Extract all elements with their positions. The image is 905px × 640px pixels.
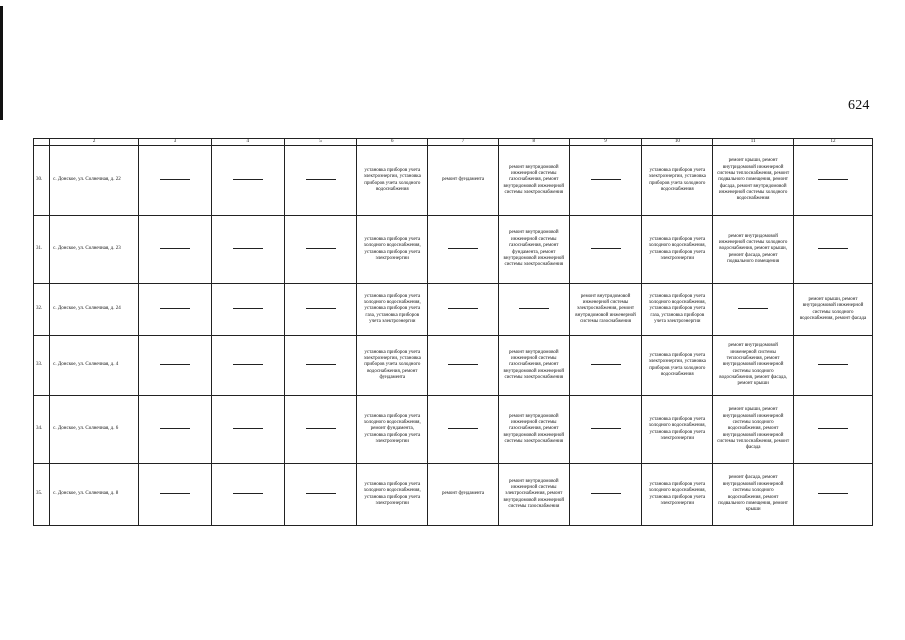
empty-dash-cell — [139, 146, 212, 216]
column-number: 5 — [284, 139, 357, 146]
dash-line — [818, 248, 848, 249]
dash-line — [591, 428, 621, 429]
dash-line — [160, 428, 190, 429]
table-row — [34, 146, 873, 216]
row-number: 35. — [34, 464, 50, 526]
dash-line — [591, 364, 621, 365]
work-cell-c7: ремонт фундамента — [428, 146, 499, 216]
work-cell-c10: установка приборов учета холодного водоснабжения, установка приборов учета электроэнергии — [642, 464, 713, 526]
work-cell-c10: установка приборов учета холодного водоснабжения, установка приборов учета электроэнергии — [642, 216, 713, 284]
dash-line — [306, 179, 336, 180]
column-number: 11 — [713, 139, 794, 146]
scan-edge-mark — [0, 6, 3, 120]
dash-line — [233, 428, 263, 429]
empty-dash-cell — [428, 336, 499, 396]
work-cell-c11: ремонт внутридомовой инженерной системы холодного водоснабжения, ремонт крыши, ремонт фасада, ремонт подвального помещения — [713, 216, 794, 284]
address-cell: с. Донское, ул. Солнечная, д. 8 — [50, 464, 139, 526]
dash-line — [306, 308, 336, 309]
column-number: 7 — [428, 139, 499, 146]
empty-dash-cell — [284, 464, 357, 526]
dash-line — [233, 308, 263, 309]
table-row — [34, 216, 873, 284]
work-cell-c10: установка приборов учета электроэнергии, установка приборов учета холодного водоснабжения — [642, 146, 713, 216]
column-number: 12 — [794, 139, 873, 146]
column-number: 3 — [139, 139, 212, 146]
empty-dash-cell — [211, 336, 284, 396]
dash-line — [738, 308, 768, 309]
dash-line — [160, 248, 190, 249]
empty-dash-cell — [211, 396, 284, 464]
column-number — [34, 139, 50, 146]
table-row — [34, 396, 873, 464]
work-cell-c8: ремонт внутридомовой инженерной системы электроснабжения, ремонт внутридомовой инженерной системы газоснабжения — [498, 464, 569, 526]
dash-line — [233, 179, 263, 180]
table-row — [34, 464, 873, 526]
row-number: 31. — [34, 216, 50, 284]
empty-dash-cell — [428, 396, 499, 464]
dash-line — [818, 179, 848, 180]
work-cell-c8: ремонт внутридомовой инженерной системы газоснабжения, ремонт внутридомовой инженерной системы электроснабжения — [498, 146, 569, 216]
dash-line — [306, 248, 336, 249]
column-number-row — [34, 139, 873, 146]
dash-line — [233, 364, 263, 365]
work-cell-c6: установка приборов учета холодного водоснабжения, установка приборов учета газа, установка приборов учета электроэнергии — [357, 284, 428, 336]
work-cell-c8: ремонт внутридомовой инженерной системы газоснабжения, ремонт фундамента, ремонт внутридомовой инженерной системы электроснабжения — [498, 216, 569, 284]
row-number: 30. — [34, 146, 50, 216]
work-cell-c8: ремонт внутридомовой инженерной системы газоснабжения, ремонт внутридомовой инженерной системы электроснабжения — [498, 336, 569, 396]
address-cell: с. Донское, ул. Солнечная, д. 22 — [50, 146, 139, 216]
dash-line — [448, 308, 478, 309]
dash-line — [448, 428, 478, 429]
column-number: 10 — [642, 139, 713, 146]
empty-dash-cell — [569, 464, 642, 526]
empty-dash-cell — [498, 284, 569, 336]
column-number: 4 — [211, 139, 284, 146]
empty-dash-cell — [284, 396, 357, 464]
work-cell-c12: ремонт крыши, ремонт внутридомовой инженерной системы холодного водоснабжения, ремонт фасада — [794, 284, 873, 336]
column-number: 9 — [569, 139, 642, 146]
empty-dash-cell — [794, 336, 873, 396]
empty-dash-cell — [794, 464, 873, 526]
row-number: 33. — [34, 336, 50, 396]
dash-line — [519, 308, 549, 309]
empty-dash-cell — [284, 284, 357, 336]
column-number: 8 — [498, 139, 569, 146]
dash-line — [160, 364, 190, 365]
work-cell-c6: установка приборов учета холодного водоснабжения, установка приборов учета электроэнергии — [357, 464, 428, 526]
address-cell: с. Донское, ул. Солнечная, д. 23 — [50, 216, 139, 284]
table-row — [34, 336, 873, 396]
dash-line — [306, 428, 336, 429]
dash-line — [306, 364, 336, 365]
dash-line — [591, 493, 621, 494]
page-number: 624 — [848, 98, 870, 113]
row-number: 34. — [34, 396, 50, 464]
work-cell-c8: ремонт внутридомовой инженерной системы газоснабжения, ремонт внутридомовой инженерной системы электроснабжения — [498, 396, 569, 464]
dash-line — [818, 493, 848, 494]
empty-dash-cell — [139, 284, 212, 336]
column-number: 2 — [50, 139, 139, 146]
empty-dash-cell — [428, 216, 499, 284]
empty-dash-cell — [569, 216, 642, 284]
work-cell-c9: ремонт внутридомовой инженерной системы электроснабжения, ремонт внутридомовой инженерной системы газоснабжения — [569, 284, 642, 336]
empty-dash-cell — [139, 336, 212, 396]
empty-dash-cell — [794, 216, 873, 284]
empty-dash-cell — [569, 336, 642, 396]
empty-dash-cell — [139, 396, 212, 464]
dash-line — [160, 493, 190, 494]
dash-line — [818, 428, 848, 429]
empty-dash-cell — [284, 336, 357, 396]
dash-line — [818, 364, 848, 365]
address-cell: с. Донское, ул. Солнечная, д. 6 — [50, 396, 139, 464]
empty-dash-cell — [211, 146, 284, 216]
empty-dash-cell — [211, 464, 284, 526]
dash-line — [233, 493, 263, 494]
work-cell-c10: установка приборов учета холодного водоснабжения, установка приборов учета электроэнергии — [642, 396, 713, 464]
dash-line — [306, 493, 336, 494]
work-cell-c10: установка приборов учета электроэнергии, установка приборов учета холодного водоснабжения — [642, 336, 713, 396]
row-number: 32. — [34, 284, 50, 336]
empty-dash-cell — [211, 216, 284, 284]
empty-dash-cell — [284, 146, 357, 216]
address-cell: с. Донское, ул. Солнечная, д. 4 — [50, 336, 139, 396]
empty-dash-cell — [713, 284, 794, 336]
work-cell-c7: ремонт фундамента — [428, 464, 499, 526]
work-cell-c6: установка приборов учета электроэнергии, установка приборов учета холодного водоснабжения — [357, 146, 428, 216]
empty-dash-cell — [428, 284, 499, 336]
dash-line — [448, 248, 478, 249]
work-cell-c6: установка приборов учета электроэнергии, установка приборов учета холодного водоснабжения, ремонт фундамента — [357, 336, 428, 396]
empty-dash-cell — [211, 284, 284, 336]
dash-line — [160, 179, 190, 180]
dash-line — [591, 179, 621, 180]
empty-dash-cell — [139, 216, 212, 284]
work-cell-c11: ремонт фасада, ремонт внутридомовой инженерной системы холодного водоснабжения, ремонт подвального помещения, ремонт крыши — [713, 464, 794, 526]
work-cell-c6: установка приборов учета холодного водоснабжения, установка приборов учета электроэнергии — [357, 216, 428, 284]
dash-line — [160, 308, 190, 309]
work-cell-c10: установка приборов учета холодного водоснабжения, установка приборов учета газа, установка приборов учета электроэнергии — [642, 284, 713, 336]
dash-line — [448, 364, 478, 365]
dash-line — [233, 248, 263, 249]
work-cell-c11: ремонт крыши, ремонт внутридомовой инженерной системы холодного водоснабжения, ремонт внутридомовой инженерной системы теплоснабжения, ремонт фасада — [713, 396, 794, 464]
empty-dash-cell — [284, 216, 357, 284]
address-cell: с. Донское, ул. Солнечная, д. 24 — [50, 284, 139, 336]
work-cell-c6: установка приборов учета холодного водоснабжения, ремонт фундамента, установка приборов учета электроэнергии — [357, 396, 428, 464]
schedule-table — [33, 138, 873, 526]
empty-dash-cell — [794, 146, 873, 216]
work-cell-c11: ремонт крыши, ремонт внутридомовой инженерной системы теплоснабжения, ремонт подвального помещения, ремонт фасада, ремонт внутридомовой инженерной системы холодного водоснабжения — [713, 146, 794, 216]
column-number: 6 — [357, 139, 428, 146]
empty-dash-cell — [569, 396, 642, 464]
dash-line — [591, 248, 621, 249]
empty-dash-cell — [139, 464, 212, 526]
empty-dash-cell — [569, 146, 642, 216]
work-cell-c11: ремонт внутридомовой инженерной системы теплоснабжения, ремонт внутридомовой инженерной системы холодного водоснабжения, ремонт фасада, ремонт крыши — [713, 336, 794, 396]
empty-dash-cell — [794, 396, 873, 464]
table-row — [34, 284, 873, 336]
